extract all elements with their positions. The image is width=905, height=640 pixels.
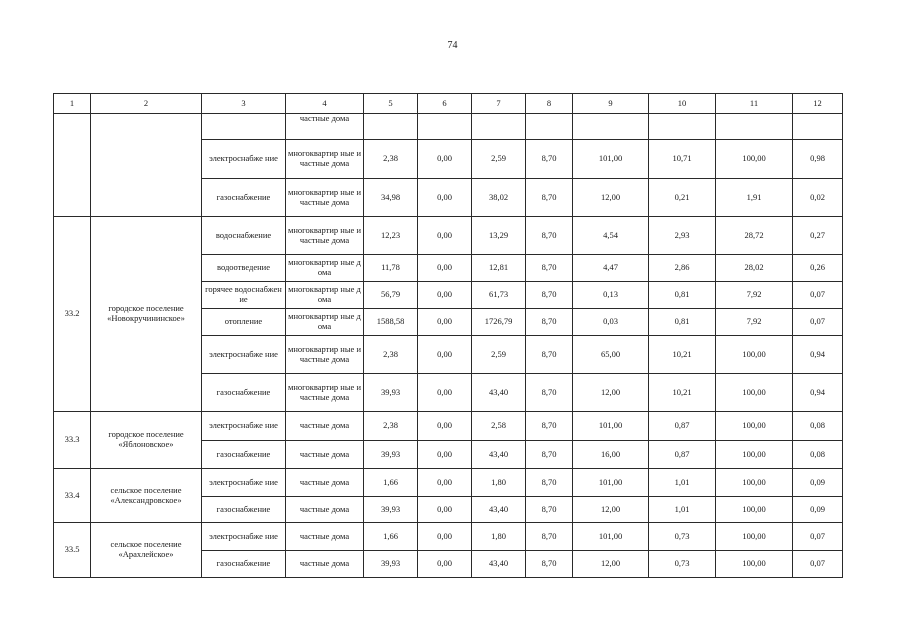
building-cell: частные дома — [286, 469, 364, 497]
building-cell: многоквартир ные дома — [286, 309, 364, 336]
value-cell — [573, 114, 649, 140]
value-cell: 8,70 — [526, 336, 573, 374]
service-cell: водоотведение — [202, 255, 286, 282]
value-cell: 0,94 — [793, 336, 843, 374]
group-name-cell — [91, 114, 202, 217]
value-cell: 1726,79 — [472, 309, 526, 336]
value-cell: 0,07 — [793, 282, 843, 309]
value-cell: 101,00 — [573, 140, 649, 179]
value-cell — [472, 114, 526, 140]
building-cell: многоквартир ные дома — [286, 255, 364, 282]
value-cell: 12,81 — [472, 255, 526, 282]
value-cell: 8,70 — [526, 551, 573, 578]
value-cell: 38,02 — [472, 179, 526, 217]
value-cell: 8,70 — [526, 309, 573, 336]
value-cell: 0,87 — [649, 412, 716, 441]
group-name-cell: сельское поселение «Александровское» — [91, 469, 202, 523]
column-header: 11 — [716, 94, 793, 114]
value-cell: 8,70 — [526, 374, 573, 412]
building-cell: многоквартир ные и частные дома — [286, 217, 364, 255]
group-id-cell: 33.5 — [54, 523, 91, 578]
value-cell: 8,70 — [526, 282, 573, 309]
value-cell: 100,00 — [716, 469, 793, 497]
value-cell: 2,93 — [649, 217, 716, 255]
value-cell: 0,00 — [418, 523, 472, 551]
table-row — [54, 523, 843, 551]
value-cell: 0,73 — [649, 551, 716, 578]
value-cell — [649, 114, 716, 140]
value-cell: 0,87 — [649, 441, 716, 469]
value-cell: 0,00 — [418, 412, 472, 441]
value-cell: 0,00 — [418, 140, 472, 179]
page-number: 74 — [447, 40, 458, 51]
value-cell: 7,92 — [716, 282, 793, 309]
value-cell: 0,21 — [649, 179, 716, 217]
building-cell: частные дома — [286, 551, 364, 578]
value-cell: 28,72 — [716, 217, 793, 255]
table-row — [54, 469, 843, 497]
value-cell: 0,02 — [793, 179, 843, 217]
value-cell: 39,93 — [364, 551, 418, 578]
value-cell — [418, 114, 472, 140]
column-header: 8 — [526, 94, 573, 114]
value-cell: 0,07 — [793, 523, 843, 551]
value-cell: 0,00 — [418, 441, 472, 469]
value-cell: 100,00 — [716, 551, 793, 578]
value-cell: 1,66 — [364, 469, 418, 497]
group-id-cell: 33.2 — [54, 217, 91, 412]
value-cell: 39,93 — [364, 497, 418, 523]
value-cell: 2,59 — [472, 140, 526, 179]
service-cell: электроснабже ние — [202, 469, 286, 497]
value-cell — [793, 114, 843, 140]
building-cell: частные дома — [286, 523, 364, 551]
value-cell: 43,40 — [472, 441, 526, 469]
value-cell: 0,03 — [573, 309, 649, 336]
value-cell: 0,08 — [793, 441, 843, 469]
table-row — [54, 217, 843, 255]
column-header: 3 — [202, 94, 286, 114]
value-cell: 0,98 — [793, 140, 843, 179]
value-cell: 0,09 — [793, 469, 843, 497]
value-cell: 34,98 — [364, 179, 418, 217]
value-cell: 0,81 — [649, 309, 716, 336]
value-cell: 0,00 — [418, 469, 472, 497]
value-cell: 100,00 — [716, 374, 793, 412]
group-name-cell: сельское поселение «Арахлейское» — [91, 523, 202, 578]
column-header: 12 — [793, 94, 843, 114]
value-cell: 100,00 — [716, 412, 793, 441]
value-cell: 8,70 — [526, 497, 573, 523]
value-cell: 100,00 — [716, 140, 793, 179]
value-cell: 8,70 — [526, 140, 573, 179]
value-cell: 2,38 — [364, 140, 418, 179]
value-cell: 43,40 — [472, 551, 526, 578]
building-cell: многоквартир ные и частные дома — [286, 336, 364, 374]
value-cell: 0,81 — [649, 282, 716, 309]
value-cell: 2,38 — [364, 412, 418, 441]
value-cell: 8,70 — [526, 523, 573, 551]
building-cell: многоквартир ные и частные дома — [286, 140, 364, 179]
value-cell: 43,40 — [472, 497, 526, 523]
value-cell: 12,23 — [364, 217, 418, 255]
value-cell: 0,00 — [418, 551, 472, 578]
value-cell: 43,40 — [472, 374, 526, 412]
value-cell: 0,00 — [418, 217, 472, 255]
value-cell: 10,21 — [649, 336, 716, 374]
value-cell: 0,07 — [793, 309, 843, 336]
value-cell: 1,01 — [649, 469, 716, 497]
service-cell: водоснабжение — [202, 217, 286, 255]
value-cell: 13,29 — [472, 217, 526, 255]
value-cell: 16,00 — [573, 441, 649, 469]
table-row — [54, 114, 843, 140]
value-cell: 1,80 — [472, 469, 526, 497]
value-cell: 7,92 — [716, 309, 793, 336]
building-cell: частные дома — [286, 114, 364, 140]
group-id-cell — [54, 114, 91, 217]
value-cell: 39,93 — [364, 374, 418, 412]
value-cell: 0,00 — [418, 179, 472, 217]
group-name-cell: городское поселение «Яблоновское» — [91, 412, 202, 469]
value-cell: 0,00 — [418, 336, 472, 374]
value-cell: 0,00 — [418, 374, 472, 412]
column-header: 6 — [418, 94, 472, 114]
building-cell: частные дома — [286, 497, 364, 523]
value-cell: 0,09 — [793, 497, 843, 523]
value-cell: 8,70 — [526, 469, 573, 497]
column-header: 5 — [364, 94, 418, 114]
value-cell — [716, 114, 793, 140]
value-cell: 8,70 — [526, 412, 573, 441]
value-cell: 39,93 — [364, 441, 418, 469]
service-cell: электроснабже ние — [202, 412, 286, 441]
service-cell: электроснабже ние — [202, 336, 286, 374]
value-cell: 11,78 — [364, 255, 418, 282]
value-cell: 100,00 — [716, 441, 793, 469]
value-cell: 12,00 — [573, 551, 649, 578]
value-cell: 0,26 — [793, 255, 843, 282]
column-header: 7 — [472, 94, 526, 114]
service-cell: отопление — [202, 309, 286, 336]
value-cell: 101,00 — [573, 523, 649, 551]
value-cell: 100,00 — [716, 497, 793, 523]
value-cell: 0,00 — [418, 497, 472, 523]
table-row — [54, 412, 843, 441]
value-cell: 0,07 — [793, 551, 843, 578]
service-cell: газоснабжение — [202, 374, 286, 412]
value-cell: 101,00 — [573, 412, 649, 441]
value-cell: 8,70 — [526, 179, 573, 217]
value-cell: 8,70 — [526, 255, 573, 282]
column-header: 2 — [91, 94, 202, 114]
value-cell: 0,27 — [793, 217, 843, 255]
column-header: 4 — [286, 94, 364, 114]
value-cell: 0,13 — [573, 282, 649, 309]
value-cell: 4,54 — [573, 217, 649, 255]
data-table — [53, 93, 843, 578]
value-cell: 0,73 — [649, 523, 716, 551]
value-cell: 0,00 — [418, 309, 472, 336]
value-cell: 2,86 — [649, 255, 716, 282]
value-cell: 10,71 — [649, 140, 716, 179]
value-cell: 0,94 — [793, 374, 843, 412]
value-cell: 2,59 — [472, 336, 526, 374]
service-cell: электроснабже ние — [202, 140, 286, 179]
building-cell: многоквартир ные и частные дома — [286, 374, 364, 412]
service-cell: газоснабжение — [202, 179, 286, 217]
group-name-cell: городское поселение «Новокручининское» — [91, 217, 202, 412]
value-cell: 0,00 — [418, 282, 472, 309]
value-cell: 0,08 — [793, 412, 843, 441]
value-cell: 12,00 — [573, 497, 649, 523]
header-row — [54, 94, 843, 114]
value-cell: 2,58 — [472, 412, 526, 441]
column-header: 10 — [649, 94, 716, 114]
value-cell: 10,21 — [649, 374, 716, 412]
building-cell: многоквартир ные дома — [286, 282, 364, 309]
value-cell: 1,01 — [649, 497, 716, 523]
value-cell: 0,00 — [418, 255, 472, 282]
value-cell — [526, 114, 573, 140]
value-cell: 61,73 — [472, 282, 526, 309]
value-cell: 28,02 — [716, 255, 793, 282]
value-cell: 1,80 — [472, 523, 526, 551]
value-cell: 1588,58 — [364, 309, 418, 336]
service-cell: газоснабжение — [202, 497, 286, 523]
group-id-cell: 33.4 — [54, 469, 91, 523]
column-header: 1 — [54, 94, 91, 114]
service-cell — [202, 114, 286, 140]
building-cell: многоквартир ные и частные дома — [286, 179, 364, 217]
service-cell: газоснабжение — [202, 441, 286, 469]
value-cell: 100,00 — [716, 523, 793, 551]
value-cell: 8,70 — [526, 441, 573, 469]
building-cell: частные дома — [286, 412, 364, 441]
value-cell: 65,00 — [573, 336, 649, 374]
service-cell: горячее водоснабжение — [202, 282, 286, 309]
value-cell: 4,47 — [573, 255, 649, 282]
value-cell: 12,00 — [573, 374, 649, 412]
service-cell: электроснабже ние — [202, 523, 286, 551]
value-cell: 12,00 — [573, 179, 649, 217]
value-cell: 101,00 — [573, 469, 649, 497]
value-cell: 1,66 — [364, 523, 418, 551]
value-cell: 8,70 — [526, 217, 573, 255]
group-id-cell: 33.3 — [54, 412, 91, 469]
building-cell: частные дома — [286, 441, 364, 469]
value-cell: 56,79 — [364, 282, 418, 309]
value-cell: 1,91 — [716, 179, 793, 217]
value-cell: 100,00 — [716, 336, 793, 374]
value-cell — [364, 114, 418, 140]
service-cell: газоснабжение — [202, 551, 286, 578]
column-header: 9 — [573, 94, 649, 114]
value-cell: 2,38 — [364, 336, 418, 374]
